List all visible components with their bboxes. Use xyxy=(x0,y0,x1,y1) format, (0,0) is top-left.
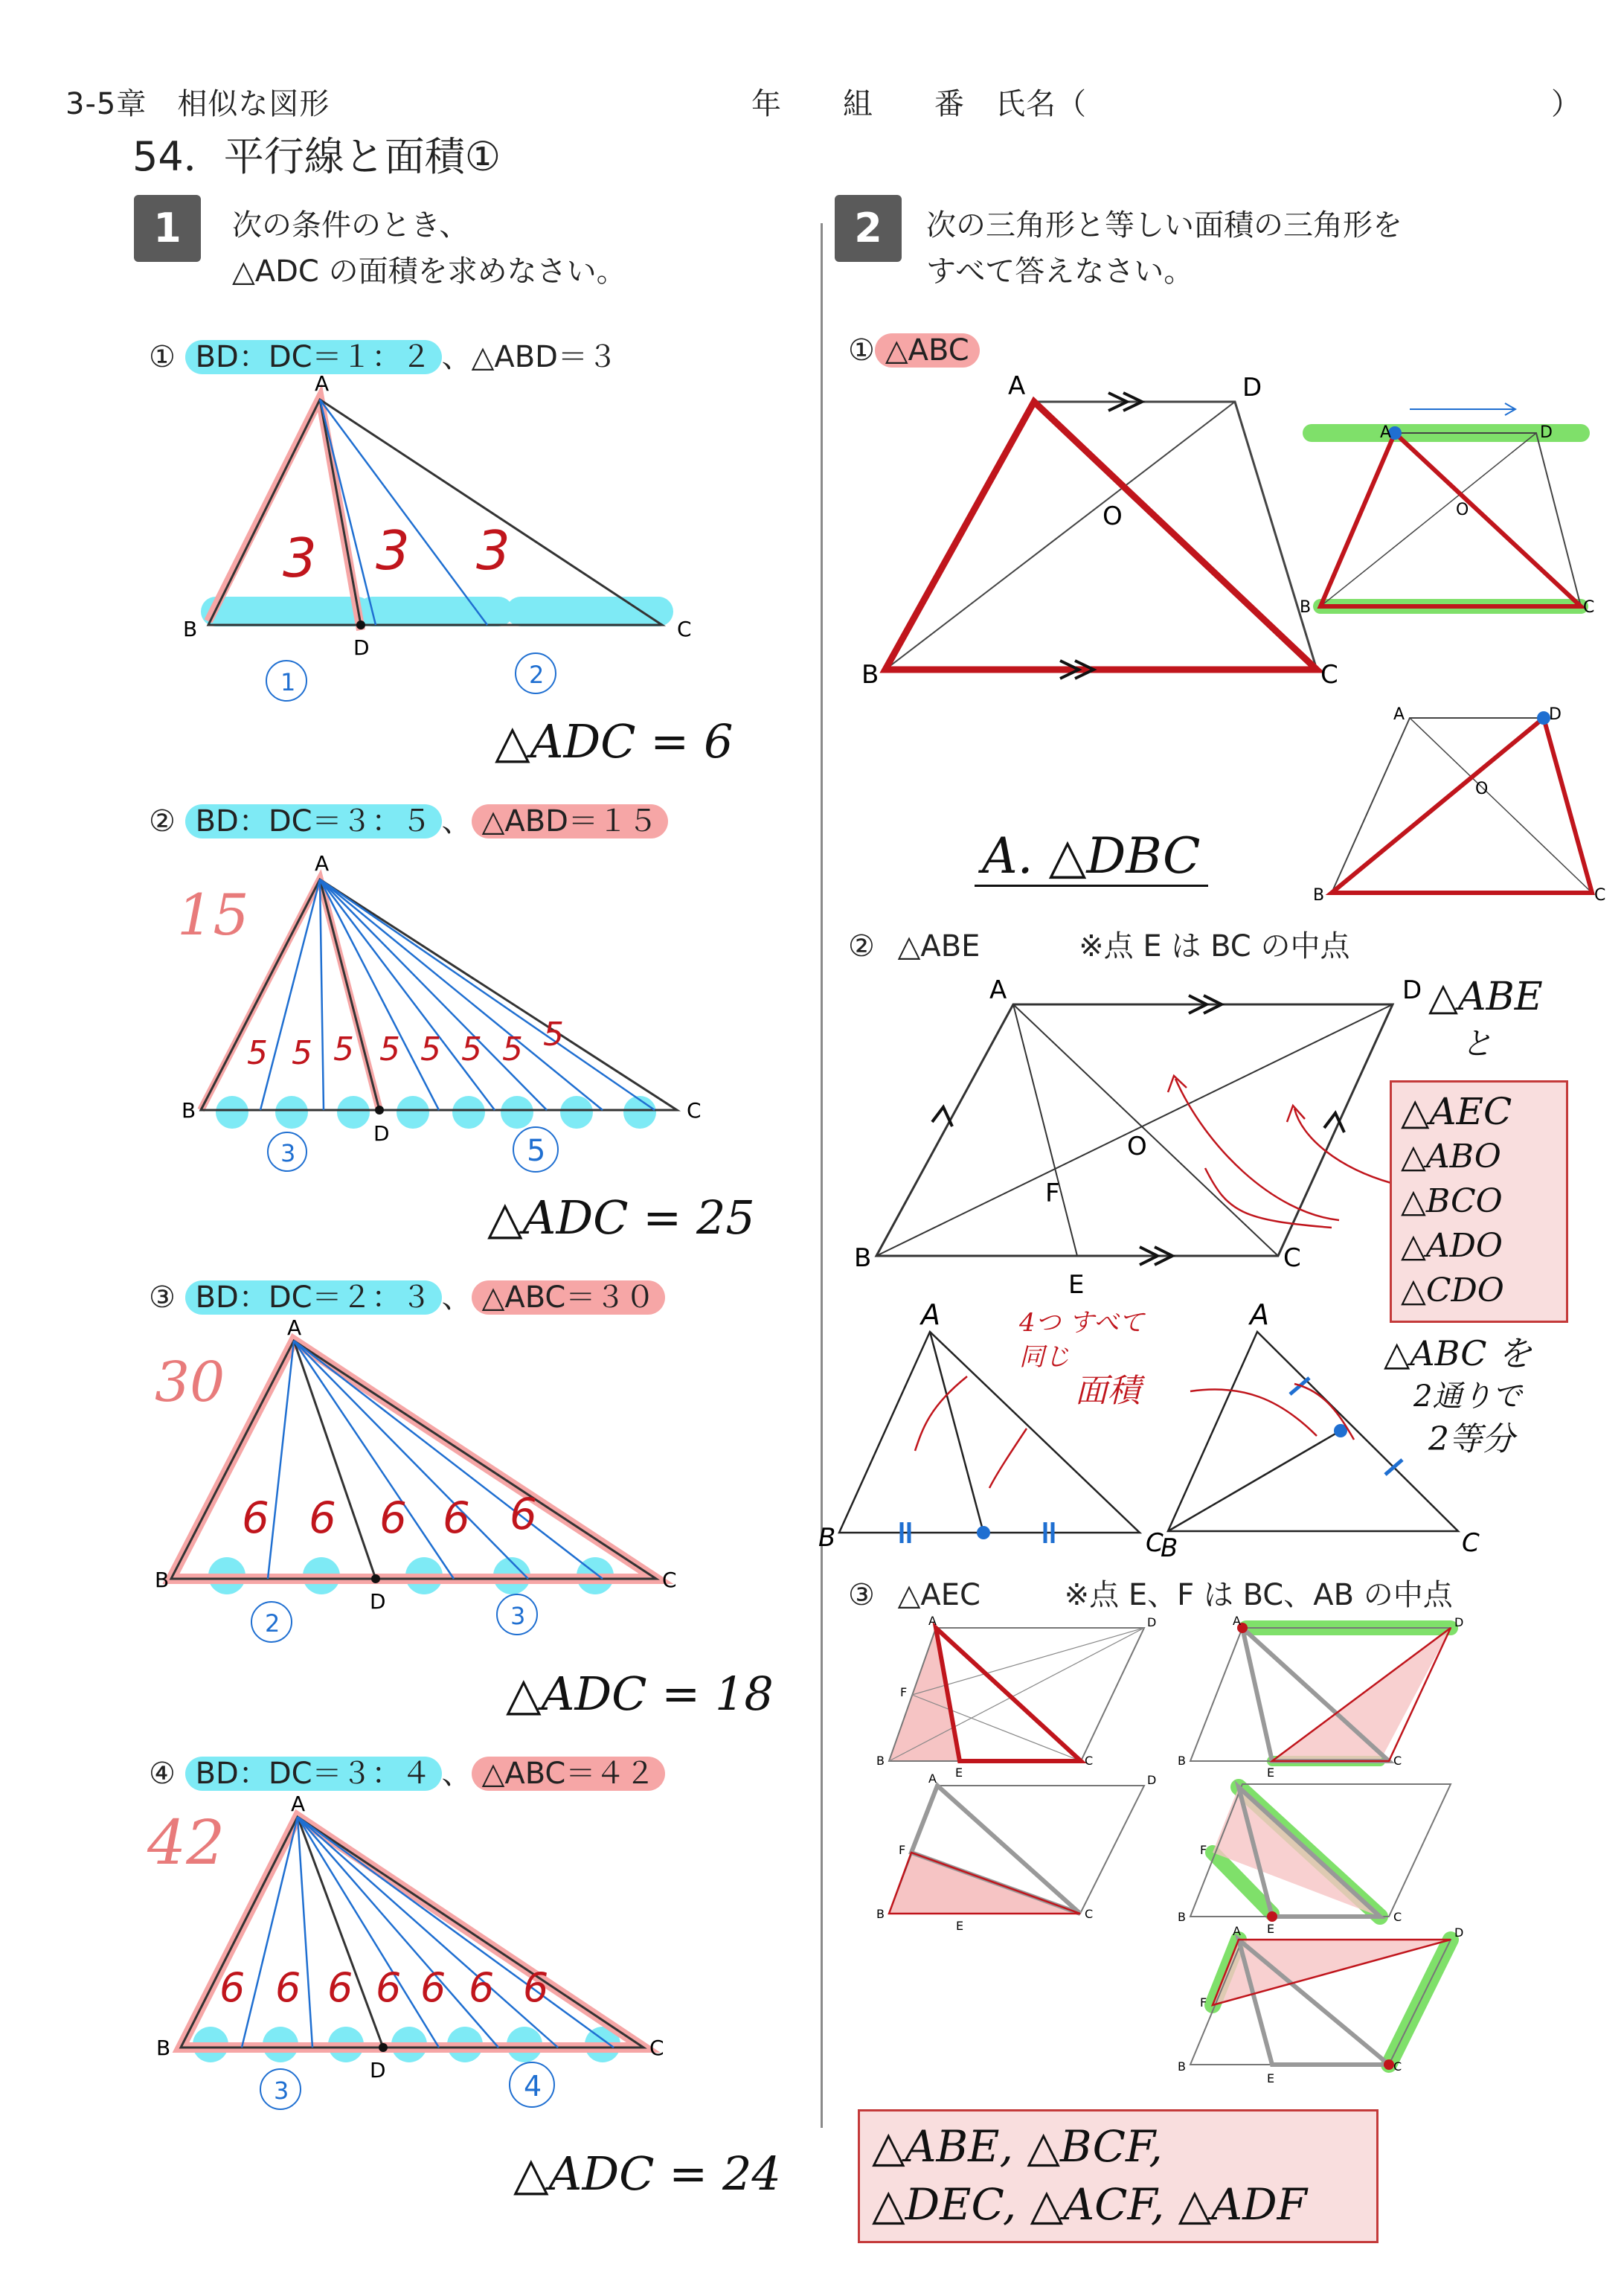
separator: 、 xyxy=(441,340,472,374)
vertex-label: A xyxy=(928,1771,937,1786)
vertex-label: D xyxy=(1147,1615,1157,1629)
area-label: 6 xyxy=(420,1964,446,2011)
area-label: 5 xyxy=(502,1030,523,1068)
q1-item-2-diagram xyxy=(164,848,714,1198)
vertex-label: C xyxy=(687,1098,702,1123)
q1-item-2-answer: △ADC = 25 xyxy=(487,1190,755,1245)
q2-item-2-parallelogram xyxy=(854,975,1422,1302)
vertex-label: C xyxy=(1462,1528,1480,1558)
vertex-label: D xyxy=(373,1121,390,1146)
area-label: 6 xyxy=(219,1964,245,2011)
area-label: 6 xyxy=(379,1492,407,1543)
q2-item-3-fig-5 xyxy=(1172,1923,1469,2091)
item-number: ① xyxy=(848,333,875,368)
q1-item-3-note: 30 xyxy=(155,1350,225,1414)
area-label: 5 xyxy=(420,1030,441,1068)
target: △ABE xyxy=(897,929,981,963)
vertex-label: B xyxy=(1178,2059,1186,2074)
instruction-line: △ADC の面積を求めなさい。 xyxy=(232,254,626,289)
vertex-label: A xyxy=(1393,705,1405,724)
answer-line: △BCO xyxy=(1401,1182,1503,1220)
q2-item-3-fig-3 xyxy=(870,1771,1161,1938)
memo-line: △ABC を xyxy=(1384,1333,1532,1373)
center-label: O xyxy=(1103,501,1123,531)
close-paren: ） xyxy=(1551,87,1582,121)
q2-item-3-condition xyxy=(848,1571,1453,1614)
question-1-badge: 1 xyxy=(134,195,201,262)
area-label: 5 xyxy=(543,1016,564,1054)
vertex-label: B xyxy=(1161,1533,1178,1563)
memo-line: 同じ xyxy=(1019,1342,1070,1372)
ratio-mark: 1 xyxy=(280,668,296,696)
vertex-label: B xyxy=(876,1907,885,1921)
vertex-label: D xyxy=(1540,423,1553,442)
q1-item-2-condition xyxy=(149,798,668,840)
vertex-label: B xyxy=(183,617,198,641)
vertex-label: F xyxy=(1045,1179,1060,1208)
vertex-label: A xyxy=(928,1614,937,1628)
q1-item-4-diagram xyxy=(156,1792,696,2135)
vertex-label: E xyxy=(1068,1270,1085,1300)
question-1-instruction xyxy=(232,202,626,295)
q1-item-1-diagram xyxy=(164,368,714,711)
separator: 、 xyxy=(441,1280,472,1315)
q1-item-3-diagram xyxy=(156,1317,692,1652)
vertex-label: C xyxy=(1583,598,1595,617)
item-number: ① xyxy=(149,340,176,374)
vertex-label: A xyxy=(287,1315,302,1340)
area-label: 6 xyxy=(327,1964,353,2011)
vertex-label: F xyxy=(1200,1995,1207,2010)
answer-line: △ABE, △BCF, xyxy=(872,2121,1163,2172)
vertex-label: E xyxy=(956,1919,964,1933)
ratio-mark: 3 xyxy=(280,1139,296,1167)
q1-item-2-note: 15 xyxy=(177,882,249,948)
vertex-label: C xyxy=(1594,886,1606,905)
question-2-badge: 2 xyxy=(835,195,902,262)
area-label: 3 xyxy=(376,519,410,582)
vertex-label: C xyxy=(1146,1528,1164,1558)
vertex-label: A xyxy=(291,1792,306,1816)
ratio-highlight: BD：DC＝３：４ xyxy=(185,1757,442,1791)
vertex-label: A xyxy=(921,1298,940,1331)
vertex-label: A xyxy=(1250,1298,1269,1331)
vertex-label: B xyxy=(1313,886,1325,905)
answer-line: △AEC xyxy=(1401,1090,1512,1133)
vertex-label: A xyxy=(1233,1614,1241,1628)
item-number: ③ xyxy=(848,1578,875,1612)
q2-item-1-condition xyxy=(848,333,980,368)
condition-note: ※点 E は BC の中点 xyxy=(1079,929,1350,963)
vertex-label: F xyxy=(900,1685,908,1699)
vertex-label: D xyxy=(1402,975,1422,1005)
vertex-label: E xyxy=(1267,2071,1275,2085)
q2-item-2-left-memo xyxy=(1019,1306,1144,1408)
q2-item-1-trapezoid xyxy=(863,372,1347,699)
page-title: 54．平行線と面積① xyxy=(132,133,501,180)
instruction-line: 次の条件のとき、 xyxy=(232,208,469,243)
item-number: ③ xyxy=(149,1280,176,1315)
ratio-mark: 3 xyxy=(274,2077,289,2105)
vertex-label: E xyxy=(1267,1766,1275,1780)
q1-item-3-answer: △ADC = 18 xyxy=(506,1667,774,1721)
answer-line: △DEC, △ACF, △ADF xyxy=(872,2179,1307,2230)
separator: 、 xyxy=(441,804,472,838)
area-label: 6 xyxy=(242,1492,269,1543)
ratio-mark: 2 xyxy=(265,1609,280,1638)
q2-item-3-answer-box xyxy=(858,2109,1379,2243)
area-label: 6 xyxy=(523,1964,549,2011)
answer-line: と xyxy=(1460,1025,1492,1062)
ratio-mark: 4 xyxy=(524,2070,542,2103)
vertex-label: B xyxy=(854,1243,872,1273)
target-highlight: △ABC xyxy=(875,333,980,368)
ratio-mark: 2 xyxy=(529,661,545,689)
vertex-label: B xyxy=(182,1098,196,1123)
area-label: 5 xyxy=(379,1030,400,1068)
q2-item-2-condition xyxy=(848,923,1349,965)
instruction-line: すべて答えなさい。 xyxy=(926,254,1194,289)
vertex-label: D xyxy=(1242,373,1262,403)
answer-line: △ABE xyxy=(1428,975,1543,1019)
condition-note: ※点 E、F は BC、AB の中点 xyxy=(1064,1578,1453,1612)
center-label: O xyxy=(1456,501,1469,519)
vertex-label: C xyxy=(1320,660,1338,690)
area-label: 6 xyxy=(309,1492,336,1543)
vertex-label: B xyxy=(155,1568,170,1592)
ratio-highlight: BD：DC＝３：５ xyxy=(185,804,442,838)
vertex-label: A xyxy=(315,851,330,876)
vertex-label: E xyxy=(955,1766,963,1780)
area-label: 5 xyxy=(247,1034,268,1072)
area-label: 3 xyxy=(283,527,317,589)
vertex-label: C xyxy=(1085,1907,1094,1921)
given-highlight: △ABD＝１５ xyxy=(472,804,668,838)
q2-item-1-small-fig-bottom xyxy=(1306,696,1606,919)
vertex-label: D xyxy=(353,635,370,660)
q1-item-1-answer: △ADC = 6 xyxy=(495,714,734,769)
vertex-label: C xyxy=(1393,1754,1402,1768)
q2-item-1-answer: A. △DBC xyxy=(975,827,1208,887)
vertex-label: A xyxy=(1008,371,1026,401)
q1-item-4-condition xyxy=(149,1750,665,1792)
vertex-label: E xyxy=(1267,1922,1275,1936)
given-highlight: △ABC＝４２ xyxy=(472,1757,666,1791)
vertex-label: B xyxy=(861,660,879,690)
item-number: ④ xyxy=(149,1757,176,1791)
area-label: 6 xyxy=(443,1492,470,1543)
q2-item-2-right-memo xyxy=(1384,1332,1532,1461)
memo-line: 面積 xyxy=(1074,1372,1140,1410)
answer-line: △CDO xyxy=(1401,1272,1504,1309)
class-fields: 年 組 番 氏名（ xyxy=(751,87,1087,121)
q2-item-3-fig-2 xyxy=(1172,1614,1469,1786)
item-number: ② xyxy=(848,929,875,963)
vertex-label: C xyxy=(662,1568,677,1592)
q2-item-3-fig-4 xyxy=(1172,1771,1469,1938)
memo-line: 4つ すべて xyxy=(1019,1308,1144,1338)
q2-item-3-fig-1 xyxy=(870,1614,1161,1786)
area-label: 5 xyxy=(292,1034,312,1072)
area-label: 6 xyxy=(469,1964,495,2011)
vertex-label: D xyxy=(1454,1615,1464,1629)
q2-item-1-small-fig-top xyxy=(1298,387,1596,625)
answer-line: △ABO xyxy=(1401,1138,1501,1176)
vertex-label: F xyxy=(899,1843,906,1857)
separator: 、 xyxy=(441,1757,472,1791)
vertex-label: D xyxy=(1549,705,1562,724)
target: △AEC xyxy=(897,1578,981,1612)
q2-item-2-answer-head xyxy=(1428,975,1543,1064)
vertex-label: B xyxy=(1178,1754,1186,1768)
vertex-label: C xyxy=(677,617,692,641)
question-2-instruction xyxy=(926,202,1402,295)
q1-item-3-condition xyxy=(149,1274,665,1316)
q2-item-2-answer-box xyxy=(1390,1080,1568,1323)
vertex-label: D xyxy=(1454,1925,1464,1940)
vertex-label: C xyxy=(1283,1243,1301,1273)
instruction-line: 次の三角形と等しい面積の三角形を xyxy=(926,208,1402,243)
vertex-label: B xyxy=(818,1523,836,1553)
area-label: 3 xyxy=(476,519,510,582)
area-label: 5 xyxy=(333,1030,354,1068)
vertex-label: B xyxy=(156,2036,171,2060)
answer-line: △ADO xyxy=(1401,1227,1503,1265)
area-label: 6 xyxy=(510,1489,537,1539)
vertex-label: B xyxy=(1300,598,1312,617)
vertex-label: D xyxy=(370,2058,386,2082)
center-label: O xyxy=(1127,1132,1147,1161)
memo-line: 2等分 xyxy=(1428,1420,1515,1458)
column-divider xyxy=(821,223,823,2128)
vertex-label: C xyxy=(1085,1754,1094,1768)
given-area: △ABD＝３ xyxy=(471,340,617,374)
vertex-label: C xyxy=(1393,2059,1402,2074)
given-highlight: △ABC＝３０ xyxy=(472,1280,666,1315)
vertex-label: D xyxy=(1147,1773,1157,1787)
area-label: 5 xyxy=(461,1030,482,1068)
vertex-label: A xyxy=(989,975,1007,1005)
memo-line: 2通りで xyxy=(1413,1379,1522,1414)
vertex-label: F xyxy=(1200,1843,1207,1857)
ratio-mark: 3 xyxy=(510,1602,526,1630)
vertex-label: A xyxy=(1380,423,1392,442)
q1-item-4-answer: △ADC = 24 xyxy=(513,2146,781,2201)
ratio-highlight: BD：DC＝１：２ xyxy=(185,340,442,374)
q1-item-4-note: 42 xyxy=(147,1808,225,1879)
vertex-label: A xyxy=(1233,1924,1241,1938)
area-label: 6 xyxy=(275,1964,301,2011)
vertex-label: C xyxy=(649,2036,664,2060)
chapter-label: 3-5章 相似な図形 xyxy=(65,87,330,121)
ratio-highlight: BD：DC＝２：３ xyxy=(185,1280,442,1315)
vertex-label: A xyxy=(315,371,330,396)
area-label: 6 xyxy=(376,1964,402,2011)
item-number: ② xyxy=(149,804,176,838)
ratio-mark: 5 xyxy=(527,1134,546,1168)
center-label: O xyxy=(1475,780,1489,798)
vertex-label: D xyxy=(370,1589,386,1614)
vertex-label: C xyxy=(1393,1910,1402,1924)
vertex-label: B xyxy=(1178,1910,1186,1924)
vertex-label: B xyxy=(876,1754,885,1768)
